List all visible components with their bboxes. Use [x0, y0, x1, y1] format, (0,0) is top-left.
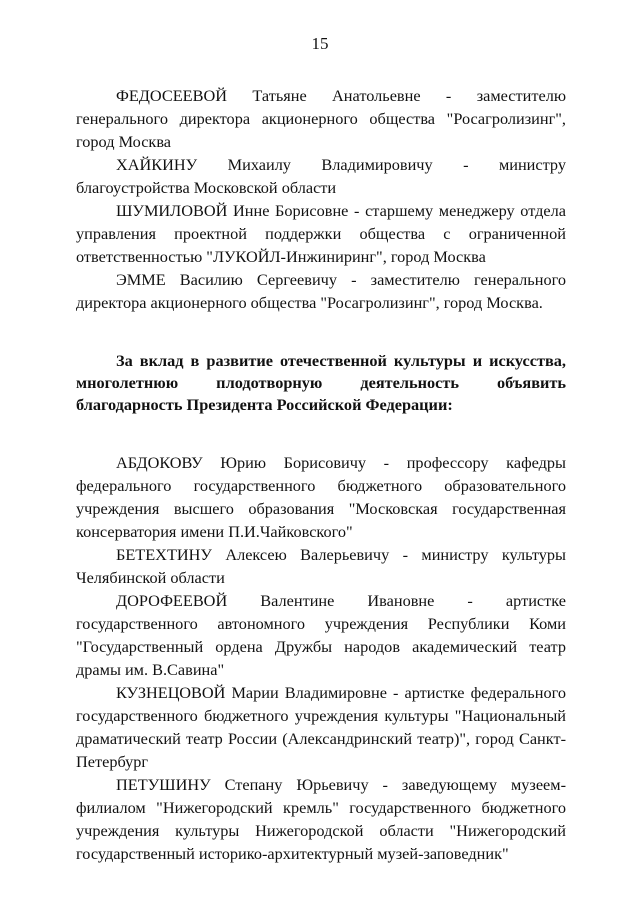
- recipient-details: Юрию Борисовичу - профессору кафедры федерального государственного бюджетного образовательного учреждения высшего образования "Московская государственная консерватория имени П.И.Чайковского": [76, 453, 566, 541]
- recipient-details: Марии Владимировне - артистке федерального государственного бюджетного учреждения культуры "Национальный драматический театр России (Александринский театр)", город Санкт-Петербург: [76, 683, 566, 771]
- list-item: [76, 589, 566, 681]
- recipient-name: ШУМИЛОВОЙ: [116, 201, 228, 220]
- list-item: [76, 451, 566, 543]
- recipient-name: ФЕДОСЕЕВОЙ: [116, 86, 227, 105]
- award-list-2: [76, 451, 566, 865]
- recipient-details: Василию Сергеевичу - заместителю генерального директора акционерного общества "Росагролизинг", город Москва.: [76, 270, 566, 312]
- award-list-1: [76, 84, 566, 314]
- list-item: [76, 268, 566, 314]
- recipient-name: БЕТЕХТИНУ: [116, 545, 212, 564]
- recipient-details: Степану Юрьевичу - заведующему музеем-филиалом "Нижегородский кремль" государственного бюджетного учреждения культуры Нижегородской области "Нижегородский государственный историко-архитектурный музей-заповедник": [76, 775, 566, 863]
- section-heading: За вклад в развитие отечественной культуры и искусства, многолетнюю плодотворную деятельность объявить благодарность Президента Российской Федерации:: [76, 351, 566, 414]
- list-item: [76, 773, 566, 865]
- recipient-details: Инне Борисовне - старшему менеджеру отдела управления проектной поддержки общества с ограниченной ответственностью "ЛУКОЙЛ-Инжиниринг", город Москва: [76, 201, 566, 266]
- list-item: [76, 681, 566, 773]
- recipient-details: Михаилу Владимировичу - министру благоустройства Московской области: [76, 155, 566, 197]
- recipient-name: ПЕТУШИНУ: [116, 775, 211, 794]
- recipient-name: ХАЙКИНУ: [116, 155, 198, 174]
- list-item: [76, 199, 566, 268]
- recipient-details: Валентине Ивановне - артистке государственного автономного учреждения Республики Коми "Государственный ордена Дружбы народов академический театр драмы им. В.Савина": [76, 591, 566, 679]
- recipient-name: АБДОКОВУ: [116, 453, 203, 472]
- recipient-details: Татьяне Анатольевне - заместителю генерального директора акционерного общества "Росагролизинг", город Москва: [76, 86, 566, 151]
- recipient-name: ЭММЕ: [116, 270, 166, 289]
- list-item: [76, 543, 566, 589]
- page-number: 15: [311, 34, 329, 53]
- recipient-name: КУЗНЕЦОВОЙ: [116, 683, 226, 702]
- recipient-name: ДОРОФЕЕВОЙ: [116, 591, 228, 610]
- list-item: [76, 153, 566, 199]
- list-item: [76, 84, 566, 153]
- recipient-details: Алексею Валерьевичу - министру культуры Челябинской области: [76, 545, 566, 587]
- document-body: [76, 84, 566, 865]
